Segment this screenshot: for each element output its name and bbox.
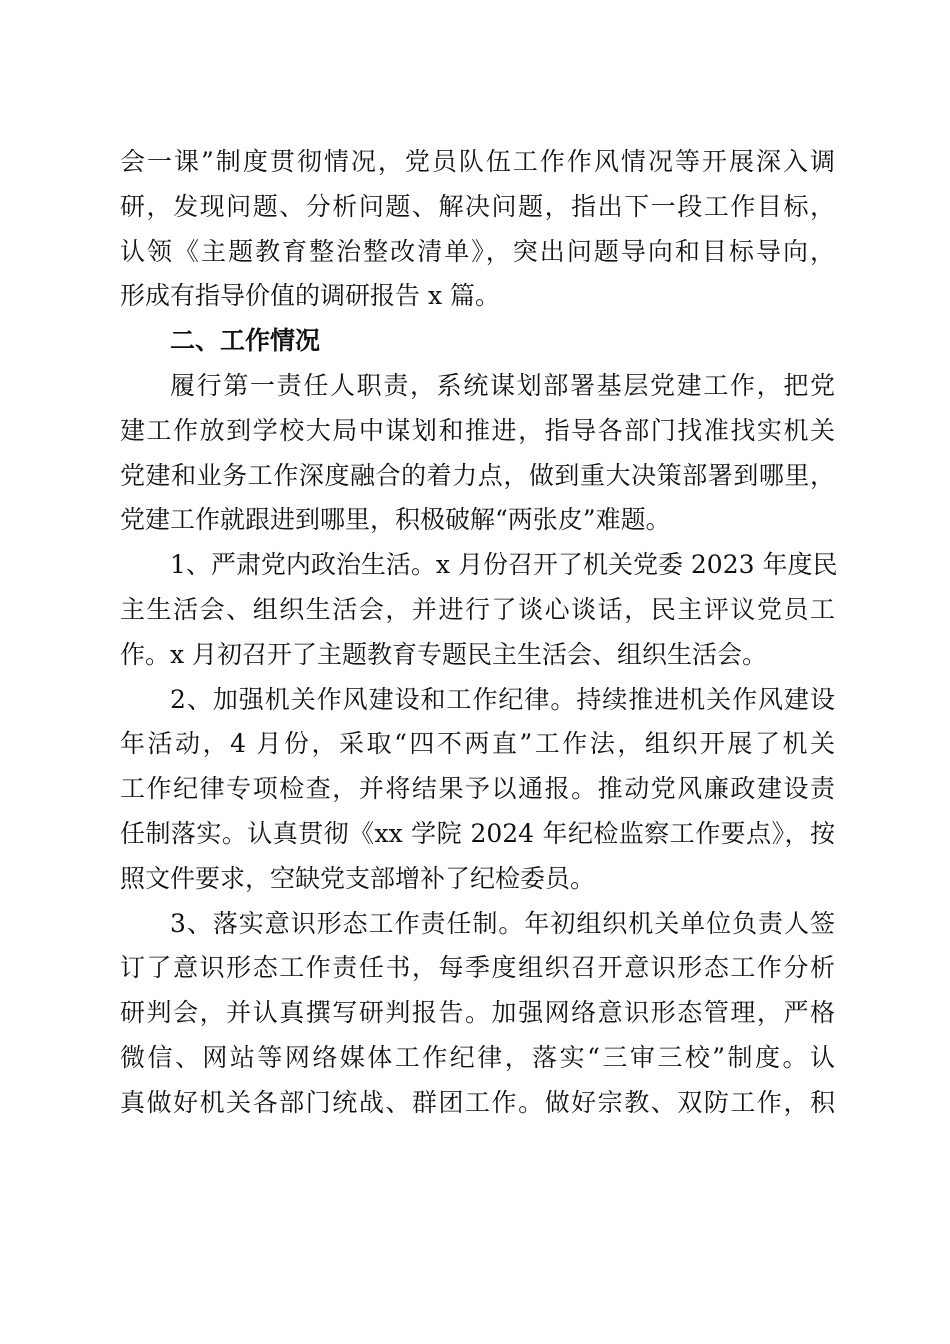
text-line: 认领《主题教育整治整改清单》，突出问题导向和目标导向， <box>120 236 835 266</box>
text-line: 2、加强机关作风建设和工作纪律。持续推进机关作风建设 <box>170 684 835 714</box>
text-line: 订了意识形态工作责任书，每季度组织召开意识形态工作分析 <box>120 953 835 983</box>
text-line: 研，发现问题、分析问题、解决问题，指出下一段工作目标， <box>120 191 835 221</box>
text-line: 作。x 月初召开了主题教育专题民主生活会、组织生活会。 <box>120 639 768 669</box>
text-line: 主生活会、组织生活会，并进行了谈心谈话，民主评议党员工 <box>120 594 835 624</box>
text-line: 党建工作就跟进到哪里，积极破解“两张皮”难题。 <box>120 505 671 535</box>
continuation-paragraph <box>120 140 835 319</box>
intro-paragraph <box>120 364 835 543</box>
text-line: 建工作放到学校大局中谋划和推进，指导各部门找准找实机关 <box>120 415 835 445</box>
section-heading: 二、工作情况 <box>170 326 321 356</box>
text-line: 年活动，4 月份，采取“四不两直”工作法，组织开展了机关 <box>120 729 835 759</box>
text-line: 照文件要求，空缺党支部增补了纪检委员。 <box>120 863 596 893</box>
text-line: 会一课”制度贯彻情况，党员队伍工作作风情况等开展深入调 <box>120 147 835 176</box>
text-line: 真做好机关各部门统战、群团工作。做好宗教、双防工作，积 <box>120 1087 835 1117</box>
text-line: 党建和业务工作深度融合的着力点，做到重大决策部署到哪里， <box>120 460 835 490</box>
item-1-paragraph <box>120 543 838 677</box>
item-2-paragraph <box>120 678 835 902</box>
text-line: 履行第一责任人职责，系统谋划部署基层党建工作，把党 <box>170 370 835 400</box>
text-line: 工作纪律专项检查，并将结果予以通报。推动党风廉政建设责 <box>120 774 835 804</box>
item-3-paragraph <box>120 902 835 1126</box>
text-line: 任制落实。认真贯彻《xx 学院 2024 年纪检监察工作要点》，按 <box>120 818 835 848</box>
text-line: 1、严肃党内政治生活。x 月份召开了机关党委 2023 年度民 <box>170 550 838 580</box>
text-line: 3、落实意识形态工作责任制。年初组织机关单位负责人签 <box>170 908 835 938</box>
text-line: 研判会，并认真撰写研判报告。加强网络意识形态管理，严格 <box>120 998 835 1028</box>
document-body <box>120 140 838 1126</box>
text-line: 形成有指导价值的调研报告 x 篇。 <box>120 281 500 311</box>
text-line: 微信、网站等网络媒体工作纪律，落实“三审三校”制度。认 <box>120 1042 835 1072</box>
